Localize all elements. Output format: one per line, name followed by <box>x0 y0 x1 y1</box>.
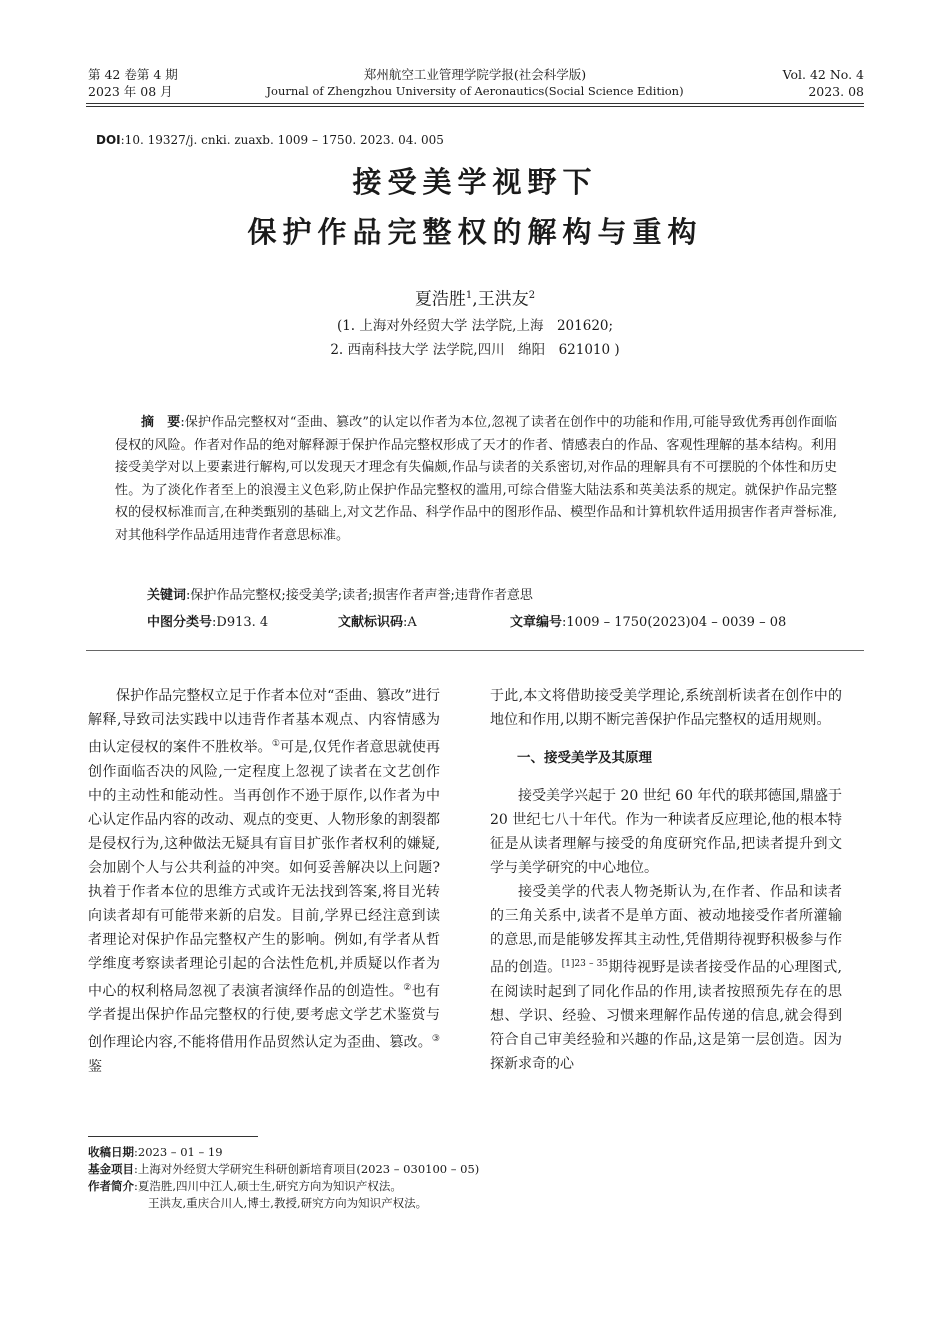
author-bio <box>88 1178 402 1195</box>
footnote-rule <box>88 1136 258 1137</box>
author-2-affil: 2 <box>528 290 536 301</box>
received-value: :2023 – 01 – 19 <box>134 1145 223 1159</box>
doi-line <box>96 133 444 147</box>
keywords <box>147 585 533 607</box>
abstract-rule <box>86 650 864 651</box>
fund-label: 基金项目 <box>88 1162 134 1176</box>
author-1: 夏浩胜 <box>414 289 466 310</box>
journal-name-cn: 郑州航空工业管理学院学报(社会科学版) <box>363 67 587 82</box>
received-label: 收稿日期 <box>88 1145 134 1159</box>
article-number <box>510 612 786 634</box>
volume-issue: 第 42 卷第 4 期 <box>88 67 178 82</box>
article-number-label: 文章编号 <box>510 615 563 630</box>
article-number-value: :1009 – 1750(2023)04 – 0039 – 08 <box>562 615 787 630</box>
author-separator: , <box>472 289 478 310</box>
abstract-text: :保护作品完整权对“歪曲、篡改”的认定以作者为本位,忽视了读者在创作中的功能和作用,可能导致优秀再创作面临侵权的风险。作者对作品的绝对解释源于保护作品完整权形成了天才的作者、情感表白的作品、客观性理解的基本结构。利用接受美学对以上要素进行解构,可以发现天才理念有失偏颇,作品与读者的关系密切,对作品的理解具有不可摆脱的个体性和历史性。为了淡化作者至上的浪漫主义色彩,防止保护作品完整权的滥用,可综合借鉴大陆法系和英美法系的规定。就保护作品完整权的侵权标准而言,在种类甄别的基础上,对文艺作品、科学作品中的图形作品、模型作品和计算机软件适用损害作者声誉标准,对其他科学作品适用违背作者意思标准。 <box>115 415 837 543</box>
header-rule <box>86 103 864 104</box>
publication-date: 2023 年 08 月 <box>88 84 173 99</box>
document-code <box>338 612 417 634</box>
paragraph-text: 可是,仅凭作者意思就使再创作面临否决的风险,一定程度上忽视了读者在文艺创作中的主动性和能动性。当再创作不逊于原作,以作者为中心认定作品内容的改动、观点的变更、人物形象的割裂都是侵权行为,这种做法无疑具有盲目扩张作者权利的嫌疑,会加剧个人与公共利益的冲突。如何妥善解决以上问题?执着于作者本位的思维方式或许无法找到答案,将目光转向读者却有可能带来新的启发。目前,学界已经注意到读者理论对保护作品完整权产生的影响。例如,有学者从哲学维度考察读者理论引起的合法性危机,并质疑以作者为中心的权利格局忽视了表演者演绎作品的创造性。 <box>88 739 441 1000</box>
abstract-label: 摘 要 <box>141 415 181 430</box>
author-bio-2: 王洪友,重庆合川人,博士,教授,研究方向为知识产权法。 <box>148 1196 428 1210</box>
keywords-label: 关键词 <box>147 588 187 603</box>
doi-label: DOI <box>96 133 121 147</box>
paragraph-text: 鉴 <box>88 1058 102 1075</box>
author-line <box>0 284 950 312</box>
year-month-en: 2023. 08 <box>808 84 864 99</box>
keywords-text: :保护作品完整权;接受美学;读者;损害作者声誉;违背作者意思 <box>186 588 533 603</box>
affiliation-1: (1. 上海对外经贸大学 法学院,上海 201620; <box>336 318 614 334</box>
title-line-1: 接受美学视野下 <box>352 165 598 199</box>
received-date <box>88 1144 223 1161</box>
body-column-right <box>490 684 842 1076</box>
doi-value: :10. 19327/j. cnki. zuaxb. 1009 – 1750. 2023. 04. 005 <box>120 133 444 147</box>
paragraph-text: 期待视野是读者接受作品的心理图式,在阅读时起到了同化作品的作用,读者按照预先存在的思想、学识、经验、习惯来理解作品传递的信息,就会得到符合自己审美经验和兴趣的作品,这是第一层创造。因为探新求奇的心 <box>490 959 843 1072</box>
bio-label: 作者简介 <box>88 1179 134 1193</box>
body-column-left <box>88 684 440 1079</box>
body-paragraph <box>88 684 440 1079</box>
footnote-marker-3: ③ <box>431 1034 440 1045</box>
affiliation-2: 2. 西南科技大学 法学院,四川 绵阳 621010 ) <box>330 342 620 358</box>
section-heading: 一、接受美学及其原理 <box>517 750 652 766</box>
author-1-affil: 1 <box>465 290 473 301</box>
doc-code-label: 文献标识码 <box>338 615 404 630</box>
abstract <box>115 412 837 548</box>
title-line-2: 保护作品完整权的解构与重构 <box>247 215 703 249</box>
clc-value: :D913. 4 <box>212 615 269 630</box>
body-paragraph: 接受美学兴起于 20 世纪 60 年代的联邦德国,鼎盛于 20 世纪七八十年代。作为一种读者反应理论,他的根本特征是从读者理解与接受的角度研究作品,把读者提升到文学与美学研究的中心地位。 <box>490 788 842 876</box>
clc-label: 中图分类号 <box>147 615 213 630</box>
doc-code-value: :A <box>403 615 417 630</box>
footnote-marker-1: ① <box>271 739 281 749</box>
paragraph-text: 保护作品完整权立足于作者本位对“歪曲、篡改”进行解释,导致司法实践中以违背作者基本观点、内容情感为由认定侵权的案件不胜枚举。 <box>88 688 440 756</box>
paragraph-text: 也有学者提出保护作品完整权的行使,要考虑文学艺术鉴赏与创作理论内容,不能将借用作品贸然认定为歪曲、篡改。 <box>88 983 441 1051</box>
body-paragraph <box>490 880 842 1076</box>
author-bio-1: :夏浩胜,四川中江人,硕士生,研究方向为知识产权法。 <box>134 1179 402 1193</box>
journal-name-en: Journal of Zhengzhou University of Aeronautics(Social Science Edition) <box>266 84 684 98</box>
reference-marker: [1]23 – 35 <box>561 959 609 969</box>
paragraph-text: 接受美学的代表人物尧斯认为,在作者、作品和读者的三角关系中,读者不是单方面、被动地接受作者所灌输的意思,而是能够发挥其主动性,凭借期待视野积极参与作品的创造。 <box>490 884 842 976</box>
footnote-marker-2: ② <box>403 982 412 993</box>
body-paragraph-continued: 于此,本文将借助接受美学理论,系统剖析读者在创作中的地位和作用,以期不断完善保护作品完整权的适用规则。 <box>490 688 842 728</box>
volume-number-en: Vol. 42 No. 4 <box>782 67 864 82</box>
header-rule-double <box>86 106 864 107</box>
fund-value: :上海对外经贸大学研究生科研创新培育项目(2023 – 030100 – 05) <box>134 1162 480 1176</box>
fund-project <box>88 1161 479 1178</box>
author-2: 王洪友 <box>477 289 529 310</box>
journal-volume-en <box>783 66 864 100</box>
clc-number <box>147 612 268 634</box>
